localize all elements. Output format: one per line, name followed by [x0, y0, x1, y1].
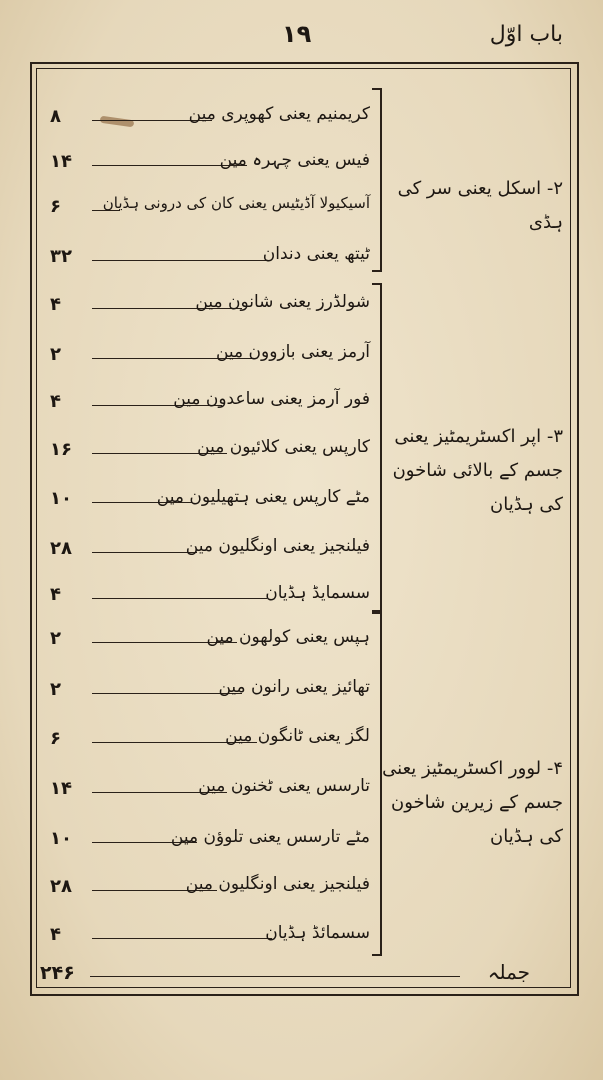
bone-count: ۶ [50, 728, 61, 749]
table-row [50, 288, 370, 322]
bone-name: فور آرمز یعنی ساعدون مین [173, 389, 370, 409]
table-row [50, 482, 370, 516]
table-row [50, 622, 370, 656]
page-number: ۱۹ [282, 20, 312, 48]
bone-count: ۱۴ [50, 151, 72, 172]
leader-line [92, 552, 197, 553]
group-label: ۴- لوور اکسٹریمٹیز یعنی جسم کے زیرین شاخون کی ہڈیان [382, 758, 563, 847]
bone-name: کارپس یعنی کلائیون مین [197, 437, 370, 457]
table-row [50, 100, 370, 134]
bone-name: مٹے تارسس یعنی تلوؤن مین [170, 827, 370, 847]
bone-count: ۲ [50, 628, 61, 649]
leader-line [90, 976, 460, 977]
bone-name: شولڈرز یعنی شانون مین [195, 292, 370, 312]
table-row [50, 578, 370, 612]
table-row [50, 433, 370, 467]
bone-name: فیس یعنی چہرہ مین [219, 150, 370, 170]
bone-name: ہپس یعنی کولھون مین [206, 627, 370, 647]
table-row [50, 673, 370, 707]
table-row [50, 870, 370, 904]
bone-count: ۴ [50, 294, 61, 315]
bone-name: ٹیتھ یعنی دندان [262, 244, 370, 264]
group-label: ۳- اپر اکسٹریمٹیز یعنی جسم کے بالائی شاخون کی ہڈیان [392, 426, 563, 515]
bone-count: ۴ [50, 924, 61, 945]
bone-name: فیلنجیز یعنی اونگلیون مین [185, 536, 370, 556]
table-row [50, 822, 370, 856]
table-row [50, 532, 370, 566]
bone-count: ۲ [50, 679, 61, 700]
bone-name: کریمنیم یعنی کھوپری مین [188, 104, 370, 124]
group-label: ۲- اسکل یعنی سر کی ہڈی [397, 178, 563, 233]
bone-count: ۳۲ [50, 246, 72, 267]
table-row [50, 240, 370, 274]
bone-name: فیلنجیز یعنی اونگلیون مین [185, 874, 370, 894]
table-row [50, 722, 370, 756]
bone-count: ۲ [50, 344, 61, 365]
bone-count: ۴ [50, 584, 61, 605]
bone-name: مٹے کارپس یعنی ہتھیلیون مین [156, 487, 370, 507]
bone-name: لگز یعنی ٹانگون مین [225, 726, 370, 746]
table-row [50, 190, 370, 224]
bone-count: ۱۰ [50, 828, 72, 849]
leader-line [92, 260, 267, 261]
bone-name: سسمایڈ ہڈیان [265, 583, 370, 603]
bone-count: ۲۸ [50, 876, 72, 897]
total-row [40, 958, 560, 988]
total-label: جملہ [487, 960, 530, 984]
table-row [50, 145, 370, 179]
bone-name: آسیکیولا آڈیٹیس یعنی کان کی درونی ہڈیان [102, 194, 370, 212]
bone-count: ۲۸ [50, 538, 72, 559]
bone-count: ۱۰ [50, 488, 72, 509]
bone-count: ۱۶ [50, 439, 72, 460]
bone-count: ۶ [50, 196, 61, 217]
bone-count: ۱۴ [50, 778, 72, 799]
table-row [50, 385, 370, 419]
bone-count: ۸ [50, 106, 61, 127]
bone-name: تھائیز یعنی رانون مین [218, 677, 370, 697]
total-value: ۲۴۶ [40, 962, 75, 984]
chapter-heading: باب اوّل [489, 22, 563, 47]
bone-name: سسمائڈ ہڈیان [265, 923, 370, 943]
leader-line [92, 598, 267, 599]
bone-name: تارسس یعنی ٹخنون مین [198, 776, 370, 796]
bone-name: آرمز یعنی بازوون مین [215, 342, 370, 362]
table-row [50, 338, 370, 372]
table-row [50, 918, 370, 952]
table-row [50, 772, 370, 806]
leader-line [92, 938, 272, 939]
bone-count: ۴ [50, 391, 61, 412]
